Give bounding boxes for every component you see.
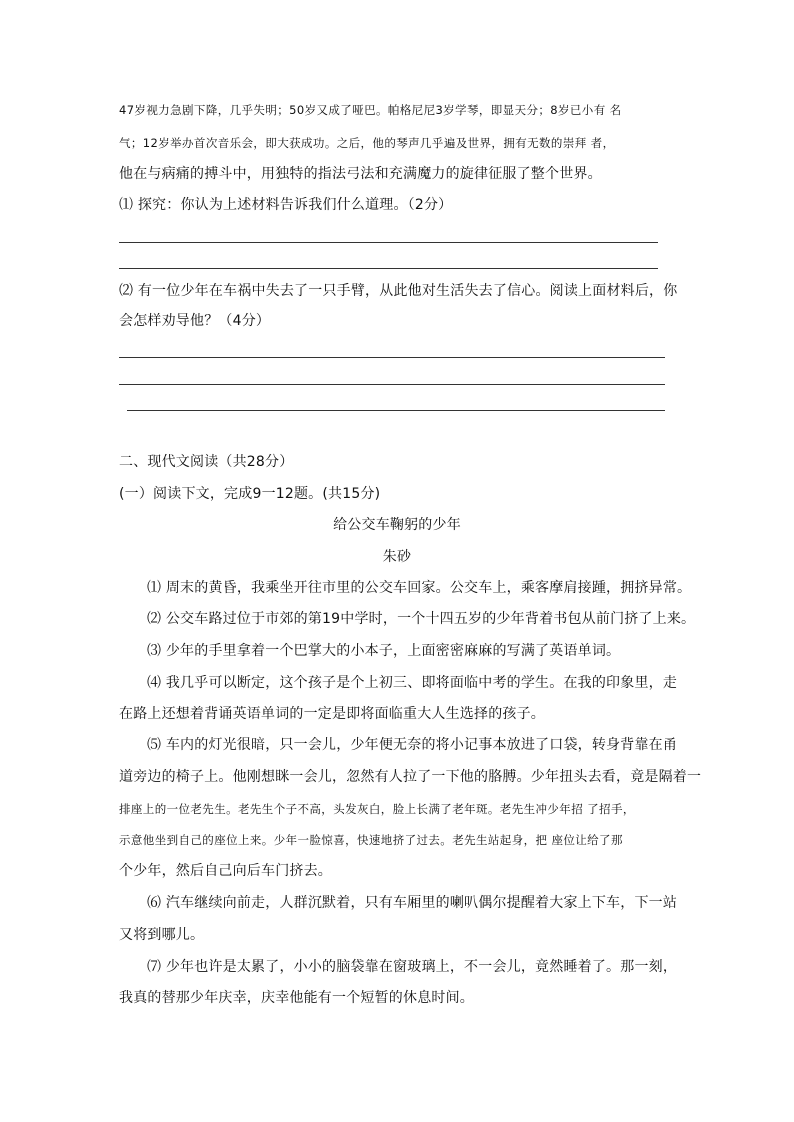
question-2-line-2: 会怎样劝导他？（4分）: [119, 313, 271, 329]
article-title: 给公交车鞠躬的少年: [333, 517, 461, 533]
paragraph-6-line-1: ⑹ 汽车继续向前走，人群沉默着，只有车厢里的喇叭偶尔提醒着大家上下车，下一站: [147, 895, 678, 911]
answer-line-1[interactable]: [119, 242, 658, 243]
paragraph-6-line-2: 又将到哪儿。: [119, 927, 205, 943]
question-1: ⑴ 探究：你认为上述材料告诉我们什么道理。（2分）: [119, 197, 453, 213]
answer-line-3[interactable]: [119, 357, 665, 358]
paragraph-5-line-4: 示意他坐到自己的座位上来。少年一脸惊喜，快速地挤了过去。老先生站起身，把 座位让给了那: [119, 833, 623, 847]
paragraph-4-line-1: ⑷ 我几乎可以断定，这个孩子是个上初三、即将面临中考的学生。在我的印象里，走: [147, 675, 678, 691]
paragraph-5-line-3: 排座上的一位老先生。老先生个子不高，头发灰白，脸上长满了老年斑。老先生冲少年招 了招手，: [119, 802, 635, 816]
paragraph-5-line-2: 道旁边的椅子上。他刚想眯一会儿，忽然有人拉了一下他的胳膊。少年扭头去看，竟是隔着一: [119, 769, 702, 785]
paragraph-2: ⑵ 公交车路过位于市郊的第19中学时，一个十四五岁的少年背着书包从前门挤了上来。: [147, 611, 696, 627]
answer-line-5[interactable]: [127, 410, 665, 411]
question-2-line-1: ⑵ 有一位少年在车祸中失去了一只手臂，从此他对生活失去了信心。阅读上面材料后，你: [119, 283, 678, 299]
reading-instruction: (一）阅读下文，完成9一12题。(共15分): [119, 486, 381, 502]
answer-line-4[interactable]: [119, 384, 665, 385]
paragraph-5-line-1: ⑸ 车内的灯光很暗，只一会儿，少年便无奈的将小记事本放进了口袋，转身背靠在甬: [147, 737, 678, 753]
section-heading: 二、现代文阅读（共28分）: [119, 454, 294, 470]
paragraph-1: ⑴ 周末的黄昏，我乘坐开往市里的公交车回家。公交车上，乘客摩肩接踵，拥挤异常。: [147, 580, 692, 596]
paragraph-7-line-2: 我真的替那少年庆幸，庆幸他能有一个短暂的休息时间。: [119, 990, 474, 1006]
article-author: 朱砂: [382, 549, 412, 565]
paragraph-7-line-1: ⑺ 少年也许是太累了，小小的脑袋靠在窗玻璃上，不一会儿，竟然睡着了。那一刻，: [147, 959, 678, 975]
answer-line-2[interactable]: [119, 268, 658, 269]
material-line-3: 他在与病痛的搏斗中，用独特的指法弓法和充满魔力的旋律征服了整个世界。: [119, 166, 602, 182]
material-line-2: 气；12岁举办首次音乐会，即大获成功。之后，他的琴声几乎遍及世界，拥有无数的崇拜 者，: [119, 136, 615, 150]
paragraph-3: ⑶ 少年的手里拿着一个巴掌大的小本子，上面密密麻麻的写满了英语单词。: [147, 643, 621, 659]
material-line-1: 47岁视力急剧下降，几乎失明；50岁又成了哑巴。帕格尼尼3岁学琴，即显天分；8岁已小有 名: [119, 103, 622, 117]
paragraph-4-line-2: 在路上还想着背诵英语单词的一定是即将面临重大人生选择的孩子。: [119, 706, 545, 722]
paragraph-5-line-5: 个少年，然后自己向后车门挤去。: [119, 863, 332, 879]
